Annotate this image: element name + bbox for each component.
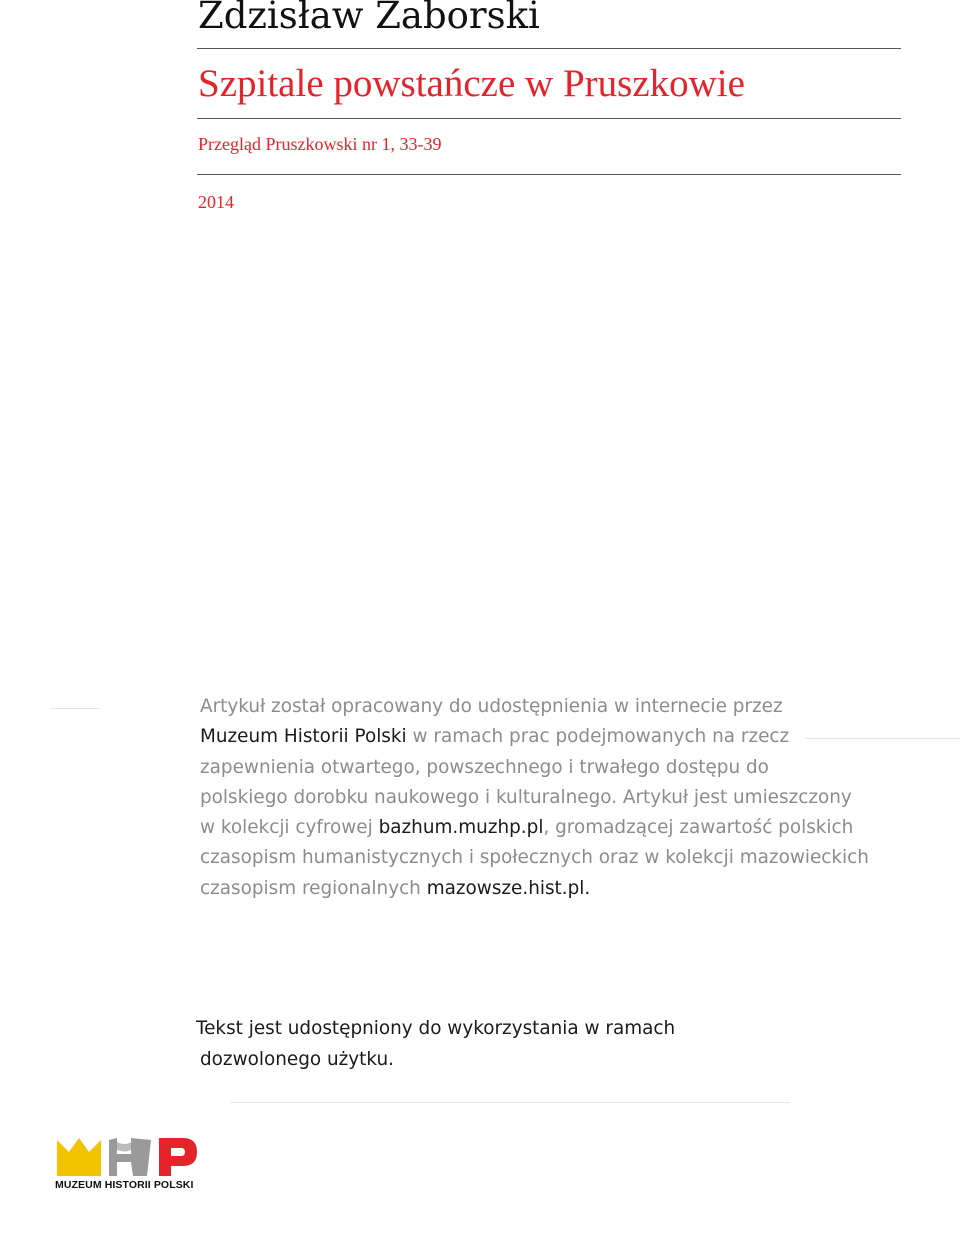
- notice-line: Tekst jest udostępniony do wykorzystania w ramach: [196, 1018, 676, 1039]
- logo-caption: MUZEUM HISTORII POLSKI: [55, 1179, 194, 1191]
- info-text: czasopism regionalnych: [200, 877, 427, 899]
- info-line: [200, 813, 900, 843]
- info-text: .: [584, 877, 591, 899]
- notice-line: dozwolonego użytku.: [200, 1048, 394, 1070]
- info-line: czasopism humanistycznych i społecznych oraz w kolekcji mazowieckich: [200, 847, 869, 869]
- logo-yellow-crown: [57, 1138, 101, 1176]
- mazowsze-link[interactable]: mazowsze.hist.pl: [426, 877, 585, 899]
- logo-wing-detail: [117, 1142, 131, 1152]
- info-line: zapewnienia otwartego, powszechnego i trwałego dostępu do: [200, 756, 769, 778]
- info-line: polskiego dorobku naukowego i kulturalnego. Artykuł jest umieszczony: [200, 786, 852, 808]
- info-line: [200, 722, 900, 752]
- usage-notice: [196, 1014, 675, 1075]
- publication-year: 2014: [198, 192, 234, 212]
- info-paragraph: [200, 692, 900, 904]
- divider-1: [197, 48, 901, 49]
- scan-artifact: [230, 1102, 790, 1103]
- logo-red-p: [159, 1138, 197, 1176]
- author-name: Zdzisław Zaborski: [198, 0, 540, 37]
- info-text: w ramach prac podejmowanych na rzecz: [406, 726, 790, 748]
- bazhum-link[interactable]: bazhum.muzhp.pl: [378, 817, 544, 839]
- info-line: Artykuł został opracowany do udostępnienia w internecie przez: [200, 696, 783, 717]
- divider-2: [197, 118, 901, 119]
- museum-name: Muzeum Historii Polski: [200, 726, 407, 748]
- info-text: w kolekcji cyfrowej: [200, 817, 379, 839]
- article-title: Szpitale powstańcze w Pruszkowie: [198, 62, 745, 105]
- source-citation: Przegląd Pruszkowski nr 1, 33-39: [198, 134, 442, 154]
- scan-artifact: [50, 708, 100, 709]
- info-line: [200, 874, 900, 904]
- divider-3: [197, 174, 901, 175]
- info-text: , gromadzącej zawartość polskich: [543, 817, 854, 839]
